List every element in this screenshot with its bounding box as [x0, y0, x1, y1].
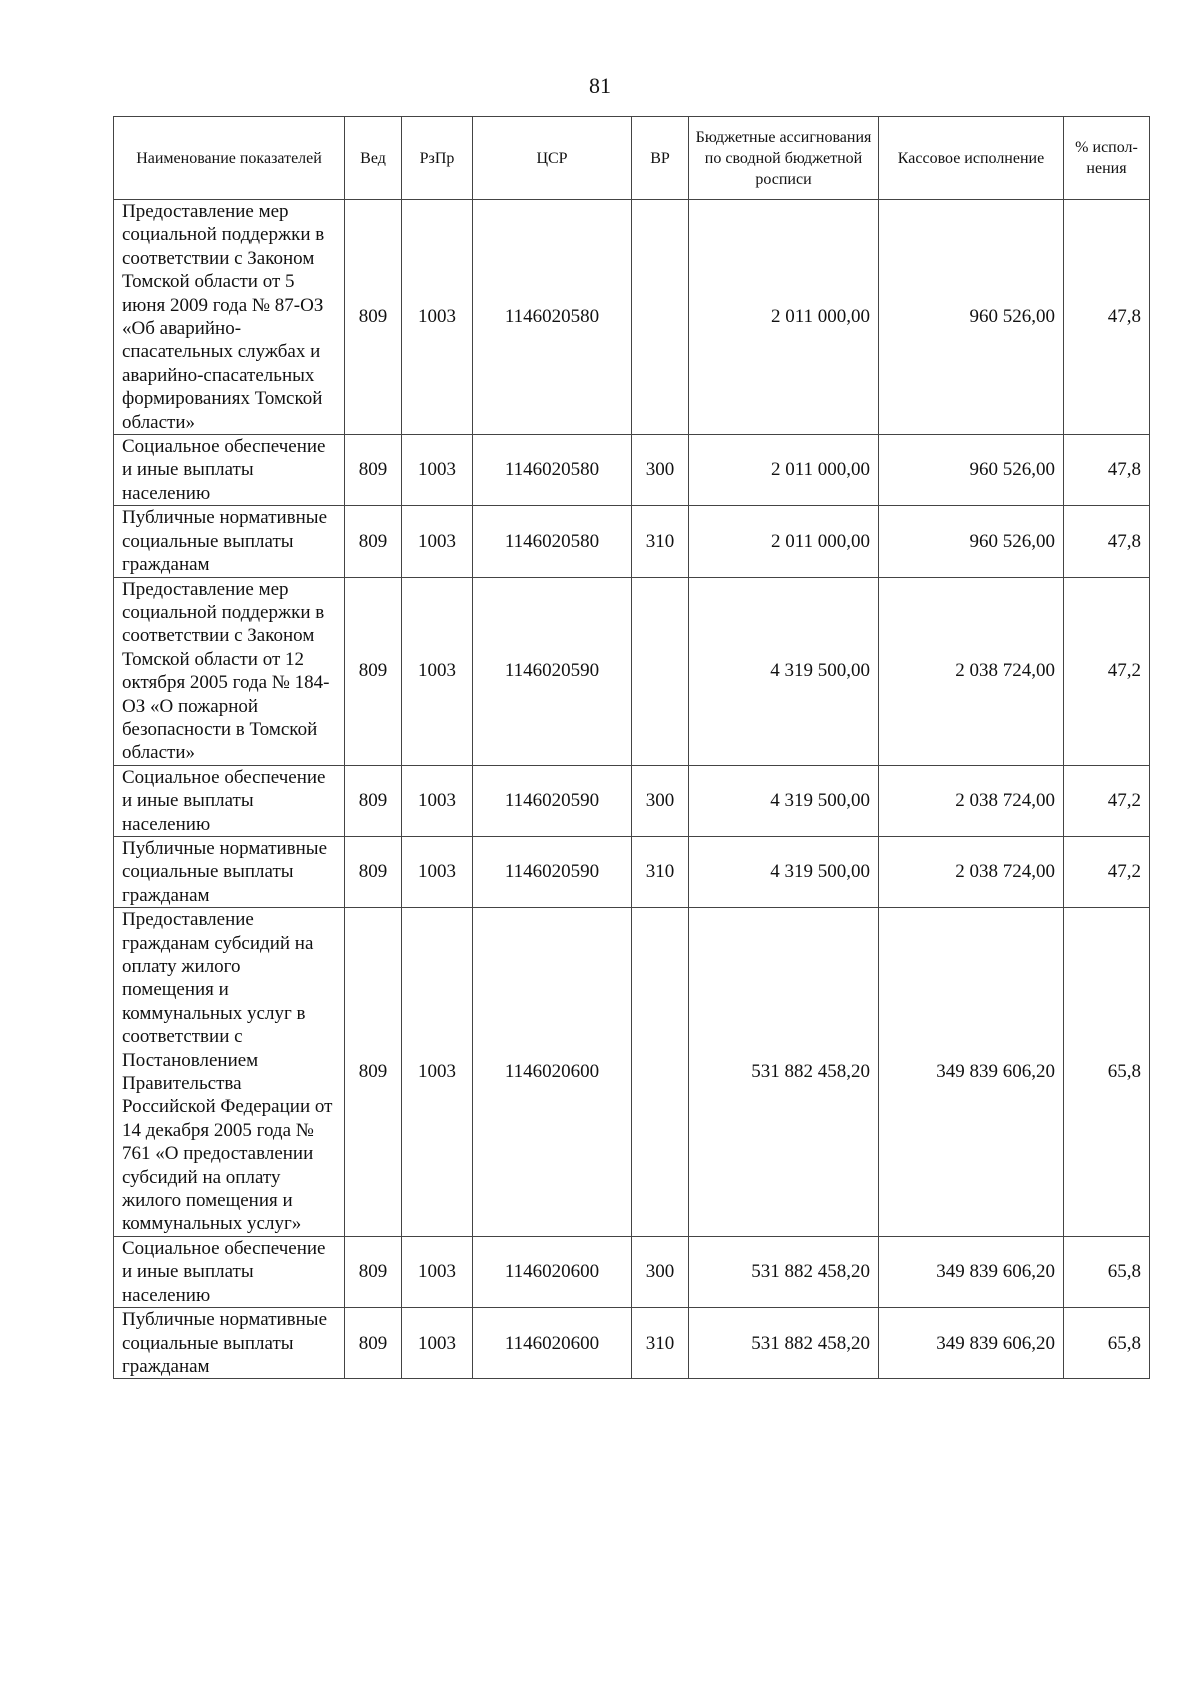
row-name: Социальное обеспечение и иные выплаты населению	[114, 435, 345, 506]
row-name: Публичные нормативные социальные выплаты гражданам	[114, 836, 345, 907]
row-vr: 300	[632, 1236, 689, 1307]
row-budget: 2 011 000,00	[689, 506, 879, 577]
row-cash: 2 038 724,00	[879, 836, 1064, 907]
header-name: Наименование показателей	[114, 117, 345, 200]
table-row	[114, 765, 1150, 836]
row-rzpr: 1003	[402, 1308, 473, 1379]
row-csr: 1146020580	[473, 200, 632, 435]
table-row	[114, 200, 1150, 435]
row-rzpr: 1003	[402, 765, 473, 836]
row-budget: 2 011 000,00	[689, 435, 879, 506]
row-ved: 809	[345, 908, 402, 1237]
row-vr	[632, 908, 689, 1237]
row-percent: 65,8	[1064, 908, 1150, 1237]
row-csr: 1146020590	[473, 577, 632, 765]
table-row	[114, 1308, 1150, 1379]
row-cash: 349 839 606,20	[879, 1308, 1064, 1379]
row-vr: 310	[632, 1308, 689, 1379]
row-rzpr: 1003	[402, 1236, 473, 1307]
header-percent: % испол-нения	[1064, 117, 1150, 200]
header-budget: Бюджетные ассигнования по сводной бюджетной росписи	[689, 117, 879, 200]
row-percent: 47,2	[1064, 836, 1150, 907]
row-percent: 47,8	[1064, 435, 1150, 506]
header-cash: Кассовое исполнение	[879, 117, 1064, 200]
row-rzpr: 1003	[402, 435, 473, 506]
table-row	[114, 836, 1150, 907]
row-name: Социальное обеспечение и иные выплаты населению	[114, 1236, 345, 1307]
row-rzpr: 1003	[402, 200, 473, 435]
row-cash: 349 839 606,20	[879, 1236, 1064, 1307]
table-row	[114, 1236, 1150, 1307]
table-row	[114, 435, 1150, 506]
row-budget: 4 319 500,00	[689, 577, 879, 765]
table-row	[114, 577, 1150, 765]
row-budget: 4 319 500,00	[689, 836, 879, 907]
row-ved: 809	[345, 435, 402, 506]
row-percent: 65,8	[1064, 1236, 1150, 1307]
row-cash: 2 038 724,00	[879, 765, 1064, 836]
row-name: Социальное обеспечение и иные выплаты населению	[114, 765, 345, 836]
row-cash: 960 526,00	[879, 506, 1064, 577]
row-percent: 47,2	[1064, 765, 1150, 836]
row-budget: 531 882 458,20	[689, 1308, 879, 1379]
row-cash: 960 526,00	[879, 200, 1064, 435]
row-percent: 47,8	[1064, 200, 1150, 435]
row-cash: 349 839 606,20	[879, 908, 1064, 1237]
row-name: Публичные нормативные социальные выплаты гражданам	[114, 1308, 345, 1379]
row-ved: 809	[345, 765, 402, 836]
row-vr: 300	[632, 435, 689, 506]
row-vr	[632, 577, 689, 765]
row-name: Публичные нормативные социальные выплаты гражданам	[114, 506, 345, 577]
row-percent: 47,2	[1064, 577, 1150, 765]
header-rzpr: РзПр	[402, 117, 473, 200]
row-budget: 2 011 000,00	[689, 200, 879, 435]
row-csr: 1146020580	[473, 435, 632, 506]
row-vr: 310	[632, 506, 689, 577]
row-csr: 1146020600	[473, 1308, 632, 1379]
row-csr: 1146020580	[473, 506, 632, 577]
table-header-row	[114, 117, 1150, 200]
table-row	[114, 506, 1150, 577]
row-percent: 47,8	[1064, 506, 1150, 577]
row-vr: 300	[632, 765, 689, 836]
header-ved: Вед	[345, 117, 402, 200]
row-ved: 809	[345, 506, 402, 577]
row-ved: 809	[345, 200, 402, 435]
page-number: 81	[589, 73, 611, 98]
row-budget: 4 319 500,00	[689, 765, 879, 836]
row-csr: 1146020600	[473, 1236, 632, 1307]
row-ved: 809	[345, 1308, 402, 1379]
row-rzpr: 1003	[402, 908, 473, 1237]
row-percent: 65,8	[1064, 1308, 1150, 1379]
row-ved: 809	[345, 836, 402, 907]
header-csr: ЦСР	[473, 117, 632, 200]
budget-execution-table	[113, 116, 1150, 1379]
row-rzpr: 1003	[402, 506, 473, 577]
row-name: Предоставление гражданам субсидий на оплату жилого помещения и коммунальных услуг в соответствии с Постановлением Правительства Российской Федерации от 14 декабря 2005 года № 761 «О предоставлении субсидий на оплату жилого помещения и коммунальных услуг»	[114, 908, 345, 1237]
row-csr: 1146020590	[473, 765, 632, 836]
row-vr: 310	[632, 836, 689, 907]
row-budget: 531 882 458,20	[689, 1236, 879, 1307]
row-rzpr: 1003	[402, 836, 473, 907]
row-cash: 2 038 724,00	[879, 577, 1064, 765]
header-vr: ВР	[632, 117, 689, 200]
row-budget: 531 882 458,20	[689, 908, 879, 1237]
row-cash: 960 526,00	[879, 435, 1064, 506]
row-ved: 809	[345, 577, 402, 765]
row-csr: 1146020600	[473, 908, 632, 1237]
row-ved: 809	[345, 1236, 402, 1307]
row-name: Предоставление мер социальной поддержки в соответствии с Законом Томской области от 12 октября 2005 года № 184-ОЗ «О пожарной безопасности в Томской области»	[114, 577, 345, 765]
row-name: Предоставление мер социальной поддержки в соответствии с Законом Томской области от 5 июня 2009 года № 87-ОЗ «Об аварийно-спасательных службах и аварийно-спасательных формированиях Томской области»	[114, 200, 345, 435]
row-vr	[632, 200, 689, 435]
table-row	[114, 908, 1150, 1237]
row-csr: 1146020590	[473, 836, 632, 907]
row-rzpr: 1003	[402, 577, 473, 765]
